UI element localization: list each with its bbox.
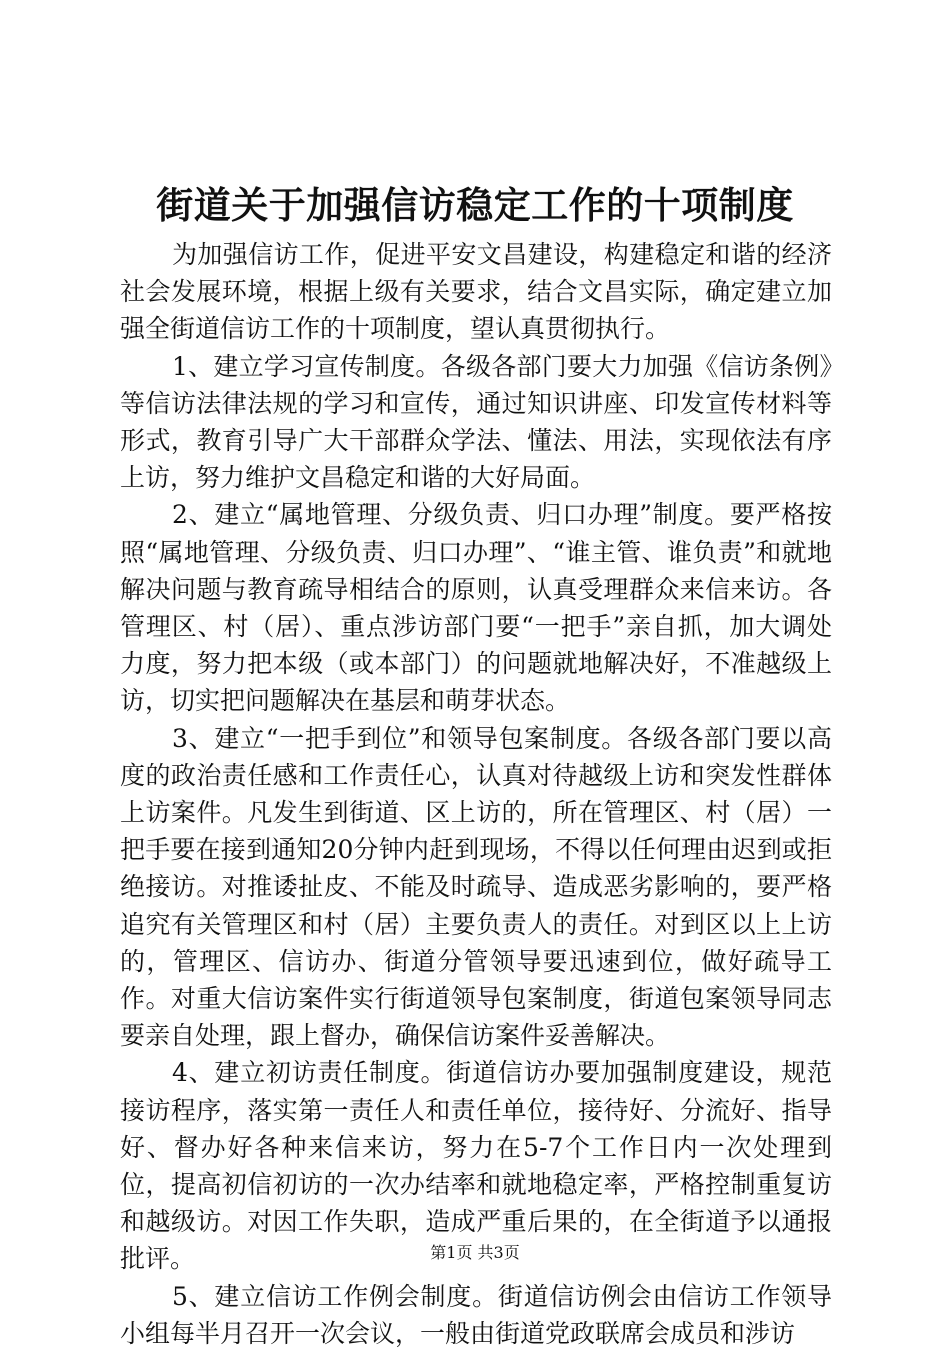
paragraph-intro: 为加强信访工作，促进平安文昌建设，构建稳定和谐的经济社会发展环境，根据上级有关要求，结合文昌实际，确定建立加强全街道信访工作的十项制度，望认真贯彻执行。 <box>120 240 832 344</box>
paragraph-item-5: 5、建立信访工作例会制度。街道信访例会由信访工作领导小组每半月召开一次会议，一般由街道党政联席会成员和涉访 <box>120 1281 832 1348</box>
paragraph-item-1: 1、建立学习宣传制度。各级各部门要大力加强《信访条例》等信访法律法规的学习和宣传，通过知识讲座、印发宣传材料等形式，教育引导广大干部群众学法、懂法、用法，实现依法有序上访，努力维护文昌稳定和谐的大好局面。 <box>120 351 832 493</box>
paragraph-item-4: 4、建立初访责任制度。街道信访办要加强制度建设，规范接访程序，落实第一责任人和责任单位，接待好、分流好、指导好、督办好各种来信来访，努力在5-7个工作日内一次处理到位，提高初信初访的一次办结率和就地稳定率，严格控制重复访和越级访。对因工作失职，造成严重后果的，在全街道予以通报批评。 <box>120 1058 832 1274</box>
document-body <box>120 236 832 1352</box>
paragraph-item-2: 2、建立“属地管理、分级负责、归口办理”制度。要严格按照“属地管理、分级负责、归口办理”、“谁主管、谁负责”和就地解决问题与教育疏导相结合的原则，认真受理群众来信来访。各管理区、村（居）、重点涉访部门要“一把手”亲自抓，加大调处力度，努力把本级（或本部门）的问题就地解决好，不准越级上访，切实把问题解决在基层和萌芽状态。 <box>120 500 832 716</box>
document-title: 街道关于加强信访稳定工作的十项制度 <box>156 183 794 227</box>
paragraph-item-3: 3、建立“一把手到位”和领导包案制度。各级各部门要以高度的政治责任感和工作责任心，认真对待越级上访和突发性群体上访案件。凡发生到街道、区上访的，所在管理区、村（居）一把手要在接到通知20分钟内赶到现场，不得以任何理由迟到或拒绝接访。对推诿扯皮、不能及时疏导、造成恶劣影响的，要严格追究有关管理区和村（居）主要负责人的责任。对到区以上上访的，管理区、信访办、街道分管领导要迅速到位，做好疏导工作。对重大信访案件实行街道领导包案制度，街道包案领导同志要亲自处理，跟上督办，确保信访案件妥善解决。 <box>120 723 832 1051</box>
page-number-footer: 第1页 共3页 <box>430 1243 520 1262</box>
